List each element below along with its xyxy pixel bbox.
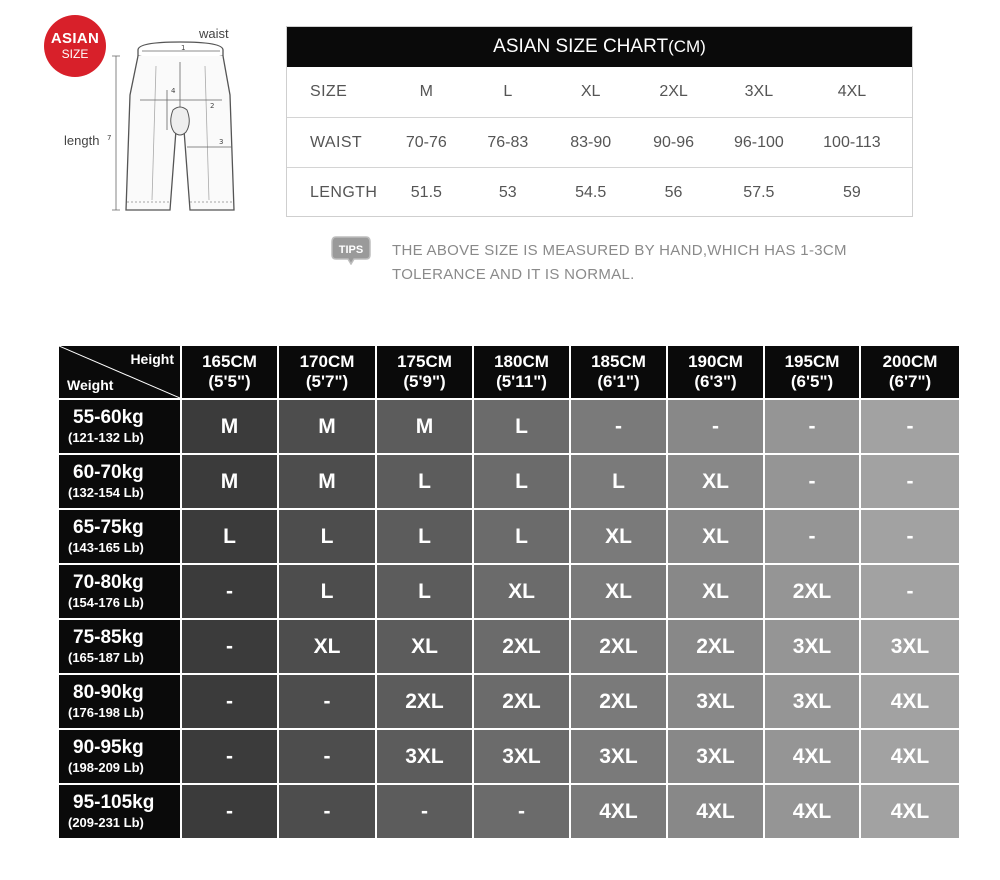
size-cell: XL bbox=[279, 620, 375, 673]
chart-cell: 76-83 bbox=[487, 133, 529, 151]
corner-weight-label: Weight bbox=[67, 377, 114, 393]
height-column-header bbox=[279, 346, 375, 398]
size-cell: 2XL bbox=[765, 565, 859, 618]
tips-icon bbox=[330, 233, 372, 265]
size-cell: 2XL bbox=[377, 675, 472, 728]
chart-row-length bbox=[287, 167, 912, 217]
size-cell: XL bbox=[571, 510, 666, 563]
size-cell: L bbox=[377, 455, 472, 508]
table-corner-header bbox=[59, 346, 180, 398]
weight-row-header bbox=[59, 455, 180, 508]
size-cell: 3XL bbox=[765, 675, 859, 728]
size-cell: 3XL bbox=[861, 620, 959, 673]
size-cell: M bbox=[377, 400, 472, 453]
chart-cell: 3XL bbox=[744, 83, 774, 100]
height-cm: 185CM bbox=[591, 352, 646, 371]
height-cm: 195CM bbox=[784, 352, 840, 371]
tips-icon-label: TIPS bbox=[338, 244, 364, 256]
height-cm: 190CM bbox=[688, 352, 743, 371]
height-cm: 165CM bbox=[202, 352, 257, 371]
asian-size-chart bbox=[286, 26, 913, 217]
height-weight-size-table bbox=[59, 346, 943, 830]
weight-lb: (165-187 Lb) bbox=[68, 650, 144, 665]
size-cell: - bbox=[765, 455, 859, 508]
size-cell: L bbox=[182, 510, 277, 563]
chart-title bbox=[287, 27, 912, 67]
weight-lb: (154-176 Lb) bbox=[68, 595, 144, 610]
weight-row-header bbox=[59, 785, 180, 838]
size-cell: - bbox=[279, 785, 375, 838]
height-column-header bbox=[182, 346, 277, 398]
weight-kg: 60-70kg bbox=[73, 462, 144, 483]
height-column-header bbox=[474, 346, 569, 398]
row-label: LENGTH bbox=[310, 183, 378, 201]
weight-lb: (121-132 Lb) bbox=[68, 430, 144, 445]
size-cell: 4XL bbox=[765, 785, 859, 838]
size-cell: - bbox=[765, 400, 859, 453]
size-cell: L bbox=[377, 510, 472, 563]
height-cm: 175CM bbox=[397, 352, 452, 371]
shorts-measurement-diagram bbox=[60, 20, 295, 225]
size-cell: XL bbox=[668, 455, 763, 508]
height-ft: (6'1") bbox=[597, 372, 640, 391]
waist-label: waist bbox=[199, 26, 229, 41]
chart-cell: 96-100 bbox=[733, 133, 784, 151]
tips-note bbox=[392, 239, 932, 287]
size-cell: M bbox=[279, 455, 375, 508]
chart-cell: 51.5 bbox=[410, 183, 442, 201]
row-label: WAIST bbox=[310, 133, 363, 151]
chart-title-text: ASIAN SIZE CHART bbox=[493, 36, 669, 57]
size-cell: - bbox=[182, 565, 277, 618]
height-column-header bbox=[571, 346, 666, 398]
height-cm: 170CM bbox=[299, 352, 355, 371]
size-cell: 3XL bbox=[765, 620, 859, 673]
size-cell: XL bbox=[668, 565, 763, 618]
size-cell: 2XL bbox=[668, 620, 763, 673]
height-ft: (6'7") bbox=[888, 372, 932, 391]
weight-lb: (132-154 Lb) bbox=[68, 485, 144, 500]
size-cell: - bbox=[279, 675, 375, 728]
size-cell: - bbox=[861, 510, 959, 563]
size-cell: XL bbox=[571, 565, 666, 618]
size-cell: 4XL bbox=[668, 785, 763, 838]
chart-cell: 54.5 bbox=[575, 183, 607, 201]
height-ft: (5'7") bbox=[305, 372, 349, 391]
size-cell: L bbox=[279, 565, 375, 618]
weight-row-header bbox=[59, 565, 180, 618]
weight-row-header bbox=[59, 730, 180, 783]
size-cell: 2XL bbox=[571, 675, 666, 728]
height-column-header bbox=[668, 346, 763, 398]
weight-row-header bbox=[59, 675, 180, 728]
row-label: SIZE bbox=[310, 83, 348, 100]
size-cell: 3XL bbox=[668, 675, 763, 728]
weight-lb: (209-231 Lb) bbox=[68, 815, 144, 830]
tips-line-2: TOLERANCE AND IT IS NORMAL. bbox=[392, 266, 635, 283]
svg-text:1: 1 bbox=[181, 44, 186, 52]
size-cell: L bbox=[279, 510, 375, 563]
size-cell: 3XL bbox=[474, 730, 569, 783]
chart-row-size bbox=[287, 67, 912, 117]
weight-row-header bbox=[59, 400, 180, 453]
chart-cell: 70-76 bbox=[405, 133, 447, 151]
weight-kg: 90-95kg bbox=[73, 737, 144, 758]
height-cm: 200CM bbox=[882, 352, 938, 371]
chart-cell: 4XL bbox=[837, 83, 867, 100]
weight-kg: 95-105kg bbox=[73, 792, 155, 813]
size-cell: L bbox=[474, 510, 569, 563]
chart-row-waist bbox=[287, 117, 912, 167]
size-cell: - bbox=[861, 455, 959, 508]
size-cell: 2XL bbox=[571, 620, 666, 673]
chart-cell: 100-113 bbox=[823, 133, 881, 151]
weight-kg: 70-80kg bbox=[73, 572, 144, 593]
height-ft: (5'5") bbox=[208, 372, 251, 391]
size-cell: 3XL bbox=[571, 730, 666, 783]
height-ft: (5'11") bbox=[496, 372, 547, 391]
size-cell: - bbox=[279, 730, 375, 783]
height-ft: (6'3") bbox=[694, 372, 737, 391]
length-label: length bbox=[64, 133, 100, 148]
size-cell: L bbox=[474, 400, 569, 453]
size-cell: L bbox=[474, 455, 569, 508]
weight-kg: 65-75kg bbox=[73, 517, 144, 538]
chart-title-unit: (CM) bbox=[668, 37, 706, 56]
height-cm: 180CM bbox=[494, 352, 549, 371]
corner-height-label: Height bbox=[130, 351, 174, 367]
chart-cell: XL bbox=[580, 83, 601, 100]
chart-cell: 59 bbox=[843, 183, 861, 201]
weight-row-header bbox=[59, 620, 180, 673]
weight-lb: (198-209 Lb) bbox=[68, 760, 144, 775]
tips-line-1: THE ABOVE SIZE IS MEASURED BY HAND,WHICH HAS 1-3CM bbox=[392, 242, 847, 259]
chart-cell: 90-96 bbox=[653, 133, 695, 151]
size-cell: - bbox=[668, 400, 763, 453]
svg-text:7: 7 bbox=[107, 134, 112, 142]
size-cell: M bbox=[182, 455, 277, 508]
height-column-header bbox=[765, 346, 859, 398]
chart-cell: 53 bbox=[498, 183, 517, 201]
height-ft: (5'9") bbox=[403, 372, 446, 391]
size-cell: - bbox=[861, 565, 959, 618]
size-cell: M bbox=[279, 400, 375, 453]
badge-line1: ASIAN bbox=[50, 30, 100, 47]
weight-kg: 55-60kg bbox=[73, 407, 144, 428]
size-cell: - bbox=[182, 730, 277, 783]
weight-lb: (143-165 Lb) bbox=[68, 540, 144, 555]
size-cell: - bbox=[474, 785, 569, 838]
chart-cell: 83-90 bbox=[570, 133, 612, 151]
chart-cell: 56 bbox=[664, 183, 683, 201]
size-cell: M bbox=[182, 400, 277, 453]
badge-line2: SIZE bbox=[61, 47, 89, 61]
size-cell: 3XL bbox=[377, 730, 472, 783]
chart-cell: M bbox=[419, 83, 433, 100]
height-column-header bbox=[377, 346, 472, 398]
weight-kg: 80-90kg bbox=[73, 682, 144, 703]
size-cell: - bbox=[765, 510, 859, 563]
chart-cell: L bbox=[503, 83, 513, 100]
size-cell: - bbox=[182, 620, 277, 673]
weight-row-header bbox=[59, 510, 180, 563]
size-cell: 2XL bbox=[474, 620, 569, 673]
size-cell: 3XL bbox=[668, 730, 763, 783]
shorts-illustration bbox=[60, 20, 295, 225]
size-cell: 4XL bbox=[571, 785, 666, 838]
size-cell: 2XL bbox=[474, 675, 569, 728]
size-cell: 4XL bbox=[861, 730, 959, 783]
size-cell: - bbox=[571, 400, 666, 453]
size-cell: 4XL bbox=[861, 675, 959, 728]
size-cell: 4XL bbox=[765, 730, 859, 783]
svg-text:3: 3 bbox=[219, 138, 224, 146]
size-cell: - bbox=[182, 675, 277, 728]
chart-cell: 2XL bbox=[659, 83, 688, 100]
height-column-header bbox=[861, 346, 959, 398]
svg-text:2: 2 bbox=[210, 102, 215, 110]
size-cell: XL bbox=[668, 510, 763, 563]
size-cell: XL bbox=[474, 565, 569, 618]
size-cell: - bbox=[861, 400, 959, 453]
svg-text:4: 4 bbox=[171, 87, 176, 95]
size-cell: L bbox=[377, 565, 472, 618]
size-cell: XL bbox=[377, 620, 472, 673]
size-cell: 4XL bbox=[861, 785, 959, 838]
height-ft: (6'5") bbox=[790, 372, 834, 391]
size-cell: L bbox=[571, 455, 666, 508]
chart-cell: 57.5 bbox=[743, 183, 775, 201]
weight-lb: (176-198 Lb) bbox=[68, 705, 144, 720]
weight-kg: 75-85kg bbox=[73, 627, 144, 648]
size-cell: - bbox=[377, 785, 472, 838]
size-cell: - bbox=[182, 785, 277, 838]
